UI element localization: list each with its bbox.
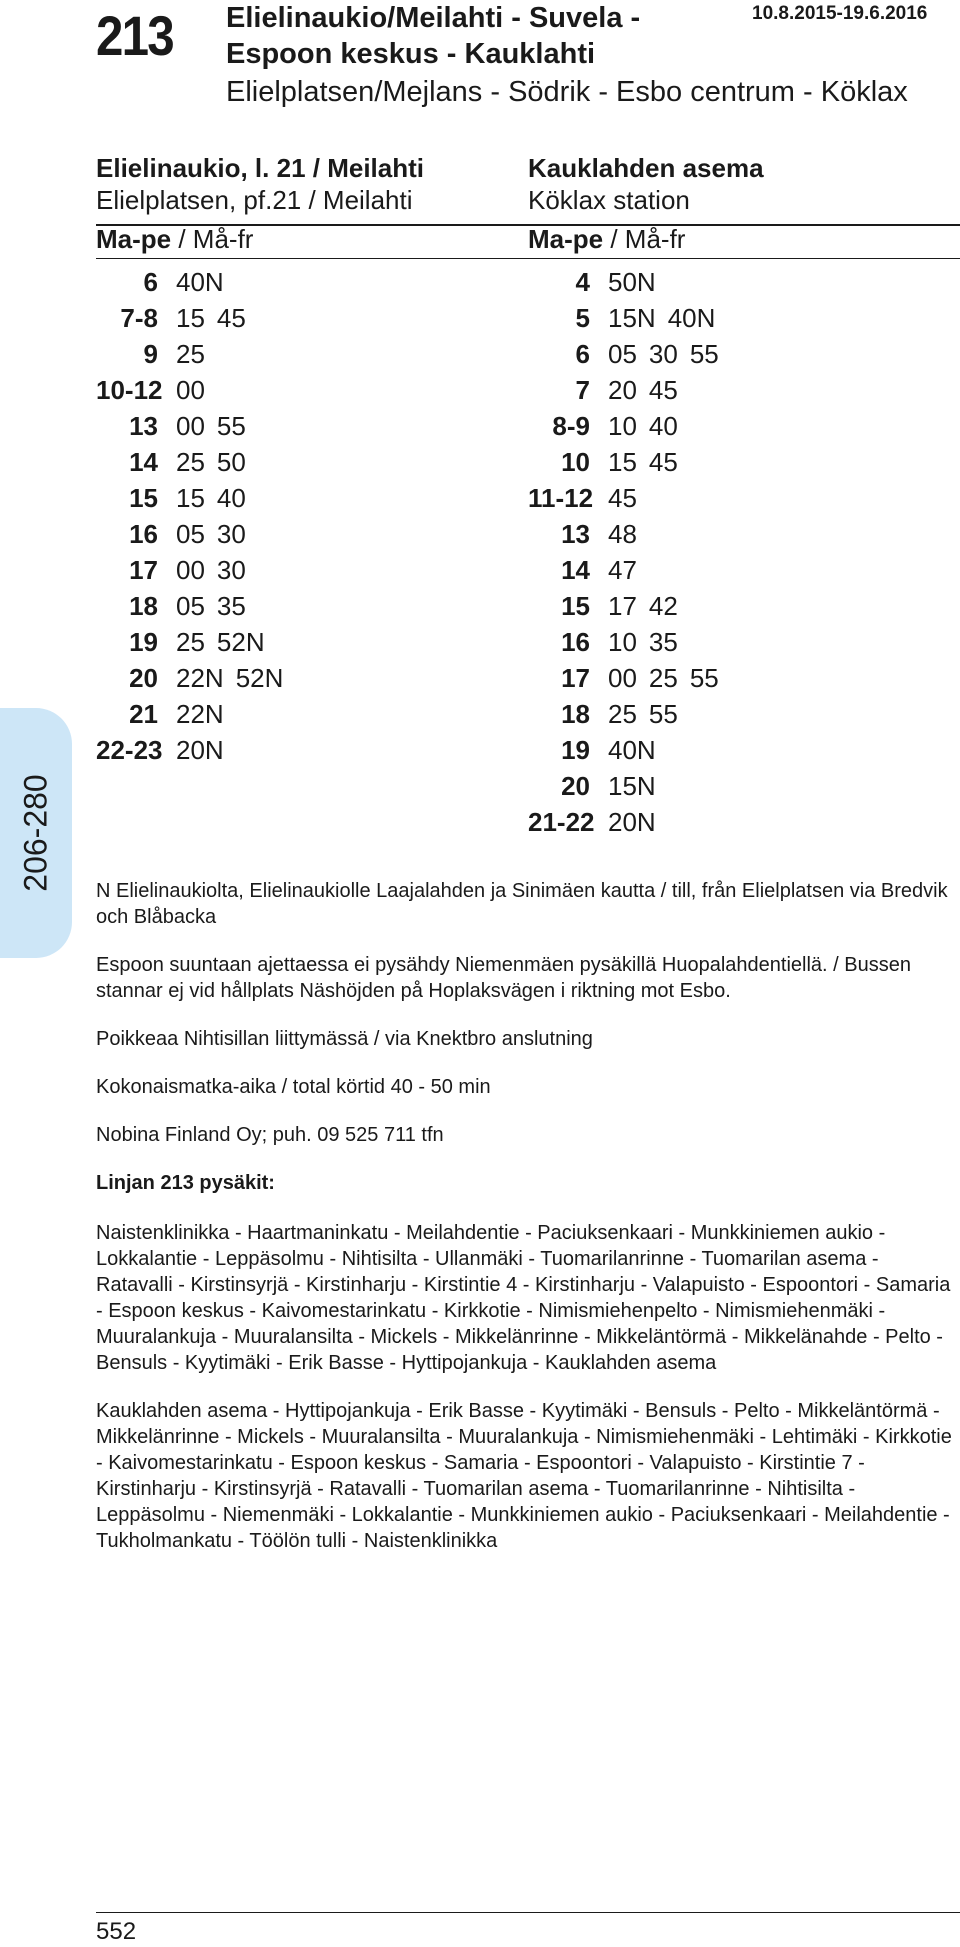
- page-number: 552: [96, 1918, 137, 1945]
- timetable-row: [528, 480, 731, 516]
- departure-minute: 30: [216, 519, 246, 549]
- departure-minute: 20N: [176, 735, 224, 765]
- departure-minute: 42: [648, 591, 678, 621]
- hour-label: 10: [561, 447, 590, 477]
- departure-minute: 00: [176, 411, 205, 441]
- departure-minute: 25: [648, 663, 678, 693]
- departure-minute: 30: [216, 555, 246, 585]
- departure-minutes: [158, 624, 277, 660]
- stops-heading: Linjan 213 pysäkit:: [96, 1172, 275, 1194]
- departure-minute: 40: [216, 483, 246, 513]
- departure-minute: 40N: [176, 267, 224, 297]
- departure-minute: 05: [176, 591, 205, 621]
- timetable-row: [528, 516, 731, 552]
- hour-label: 7-8: [120, 303, 158, 333]
- departure-minute: 20: [608, 375, 637, 405]
- departure-minute: 40N: [667, 303, 716, 333]
- timetable-row: [528, 300, 731, 336]
- departure-minute: 55: [648, 699, 678, 729]
- timetable-row: [96, 372, 295, 408]
- hour-label: 9: [143, 339, 158, 369]
- departure-minutes: [158, 516, 258, 552]
- departure-minutes: [158, 696, 236, 732]
- departure-minute: 17: [608, 591, 637, 621]
- right-days-label: [528, 222, 685, 256]
- timetable-row: [528, 732, 731, 768]
- departure-minute: 10: [608, 627, 637, 657]
- hour-label: 15: [561, 591, 590, 621]
- hour-label: 17: [129, 555, 158, 585]
- timetable-row: [528, 768, 731, 804]
- hour-label: 11-12: [528, 483, 594, 513]
- timetable-row: [96, 300, 295, 336]
- departure-minute: 10: [608, 411, 637, 441]
- operator-note: Nobina Finland Oy; puh. 09 525 711 tfn: [96, 1124, 444, 1146]
- departure-minute: 48: [608, 519, 637, 549]
- hour-label: 16: [561, 627, 590, 657]
- departure-minute: 15: [608, 447, 637, 477]
- route-title-finnish: Elielinaukio/Meilahti - Suvela - Espoon keskus - Kauklahti: [226, 2, 641, 70]
- timetable-row: [528, 336, 731, 372]
- timetable-row: [528, 804, 731, 840]
- hour-label: 7: [575, 375, 590, 405]
- departure-minute: 45: [216, 303, 246, 333]
- hour-label: 20: [561, 771, 590, 801]
- departure-minute: 40: [648, 411, 678, 441]
- departure-minute: 55: [216, 411, 246, 441]
- departure-minute: 55: [689, 339, 719, 369]
- departure-minutes: [158, 264, 236, 300]
- departure-minute: 25: [176, 627, 205, 657]
- departure-minutes: [590, 588, 690, 624]
- hour-label: 14: [561, 555, 590, 585]
- departure-minutes: [158, 588, 258, 624]
- departure-minute: 15N: [608, 303, 656, 333]
- timetable-row: [96, 696, 295, 732]
- notes-section: [96, 878, 956, 1576]
- timetable-row: [96, 408, 295, 444]
- timetable-row: [96, 480, 295, 516]
- hour-label: 4: [575, 267, 590, 297]
- timetable-row: [96, 660, 295, 696]
- validity-period: 10.8.2015-19.6.2016: [752, 3, 928, 24]
- timetable-row: [96, 624, 295, 660]
- departure-minute: 25: [176, 447, 205, 477]
- right-days-finnish: Ma-pe: [528, 224, 604, 254]
- departure-minute: 30: [648, 339, 678, 369]
- departure-minute: 00: [176, 555, 205, 585]
- timetable-row: [96, 516, 295, 552]
- departure-minute: 25: [608, 699, 637, 729]
- hour-label: 20: [129, 663, 158, 693]
- timetable-row: [528, 588, 731, 624]
- departure-minutes: [590, 264, 668, 300]
- timetable-row: [528, 660, 731, 696]
- departure-minute: 20N: [608, 807, 656, 837]
- departure-minutes: [590, 516, 649, 552]
- hour-label: 14: [129, 447, 158, 477]
- timetable-row: [528, 408, 731, 444]
- departure-minutes: [158, 372, 217, 408]
- hour-label: 22-23: [96, 735, 163, 765]
- left-days-finnish: Ma-pe: [96, 224, 172, 254]
- departure-minute: 45: [608, 483, 637, 513]
- departure-minute: 40N: [608, 735, 656, 765]
- departure-minutes: [590, 336, 731, 372]
- departure-minute: 05: [176, 519, 205, 549]
- timetable-row: [528, 444, 731, 480]
- departure-minutes: [590, 408, 690, 444]
- right-days-swedish: / Må-fr: [603, 224, 686, 254]
- departure-minute: 50: [216, 447, 246, 477]
- departure-minute: 15: [176, 303, 205, 333]
- departure-minutes: [590, 372, 690, 408]
- departure-minutes: [590, 444, 690, 480]
- hour-label: 19: [129, 627, 158, 657]
- stops-list-inbound: Kauklahden asema - Hyttipojankuja - Erik Basse - Kyytimäki - Bensuls - Pelto - Mikkeläntörmä - Mikkelänrinne - Mickels - Muuralansilta - Muuralankuja - Nimismiehenmäki - Lehtimäki - Kirkkotie - Kaivomestarinkatu - Espoon keskus - Samaria - Espoontori - Valapuisto - Kirstintie 7 - Kirstinharju - Kirstinsyrjä - Ratavalli - Tuomarilan asema - Tuomarilanrinne - Nihtisilta - Leppäsolmu - Niemenmäki - Lokkalantie - Munkkiniemen aukio - Paciuksenkaari - Meilahdentie - Tukholmankatu - Töölön tulli - Naistenklinikka: [96, 1400, 952, 1552]
- left-days-swedish: / Må-fr: [171, 224, 254, 254]
- hour-label: 8-9: [552, 411, 590, 441]
- departure-minutes: [590, 624, 690, 660]
- departure-minute: 50N: [608, 267, 656, 297]
- departure-minute: 52N: [235, 663, 284, 693]
- left-stop-name-swedish: Elielplatsen, pf.21 / Meilahti: [96, 185, 413, 215]
- timetable-row: [528, 552, 731, 588]
- hour-label: 6: [575, 339, 590, 369]
- departure-minutes: [158, 444, 258, 480]
- night-route-note: N Elielinaukiolta, Elielinaukiolle Laajalahden ja Sinimäen kautta / till, från Elielplatsen via Bredvik och Blåbacka: [96, 880, 948, 928]
- departure-minute: 22N: [176, 663, 224, 693]
- hour-label: 18: [561, 699, 590, 729]
- departure-minute: 55: [689, 663, 719, 693]
- hour-label: 21-22: [528, 807, 595, 837]
- right-stop-name-swedish: Köklax station: [528, 185, 690, 215]
- departure-minutes: [590, 696, 690, 732]
- hour-label: 13: [129, 411, 158, 441]
- departure-minutes: [590, 804, 668, 840]
- timetable-row: [96, 336, 295, 372]
- left-stop-header: [96, 152, 516, 216]
- hour-label: 15: [129, 483, 158, 513]
- departure-minutes: [158, 552, 258, 588]
- timetable-row: [96, 588, 295, 624]
- departure-minutes: [590, 552, 649, 588]
- departure-minutes: [590, 660, 731, 696]
- left-stop-name-finnish: Elielinaukio, l. 21 / Meilahti: [96, 153, 424, 183]
- departure-minutes: [590, 732, 668, 768]
- hour-label: 17: [561, 663, 590, 693]
- timetable-row: [528, 264, 731, 300]
- hour-label: 13: [561, 519, 590, 549]
- timetable-row: [528, 372, 731, 408]
- timetable-row: [96, 264, 295, 300]
- right-stop-name-finnish: Kauklahden asema: [528, 153, 764, 183]
- timetable-row: [96, 444, 295, 480]
- hour-label: 19: [561, 735, 590, 765]
- stops-list-outbound: Naistenklinikka - Haartmaninkatu - Meilahdentie - Paciuksenkaari - Munkkiniemen aukio - Lokkalantie - Leppäsolmu - Nihtisilta - Ullanmäki - Tuomarilanrinne - Tuomarilan asema - Ratavalli - Kirstinsyrjä - Kirstinharju - Kirstintie 4 - Kirstinharju - Valapuisto - Espoontori - Samaria - Espoon keskus - Kaivomestarinkatu - Kirkkotie - Nimismiehenpelto - Nimismiehenmäki - Muuralankuja - Muuralansilta - Mickels - Mikkelänrinne - Mikkeläntörmä - Mikkelänahde - Pelto - Bensuls - Kyytimäki - Erik Basse - Hyttipojankuja - Kauklahden asema: [96, 1222, 951, 1374]
- hour-label: 10-12: [96, 375, 163, 405]
- right-stop-header: [528, 152, 960, 216]
- departure-minutes: [158, 732, 236, 768]
- section-range-label: 206-280: [17, 774, 54, 892]
- hour-label: 16: [129, 519, 158, 549]
- departure-minutes: [590, 768, 668, 804]
- departure-minutes: [158, 300, 258, 336]
- departure-minute: 05: [608, 339, 637, 369]
- departure-minute: 15N: [608, 771, 656, 801]
- departure-minute: 35: [216, 591, 246, 621]
- route-title-swedish: Elielplatsen/Mejlans - Södrik - Esbo centrum - Köklax: [226, 76, 908, 108]
- right-timetable: [528, 264, 731, 840]
- departure-minutes: [590, 480, 649, 516]
- left-timetable: [96, 264, 295, 768]
- hour-label: 6: [143, 267, 158, 297]
- days-divider: [96, 258, 960, 259]
- timetable-row: [96, 552, 295, 588]
- departure-minute: 15: [176, 483, 205, 513]
- departure-minute: 45: [648, 375, 678, 405]
- section-side-tab: [0, 708, 72, 958]
- departure-minute: 45: [648, 447, 678, 477]
- route-number: 213: [96, 4, 173, 67]
- departure-minute: 25: [176, 339, 205, 369]
- hour-label: 21: [129, 699, 158, 729]
- departure-minute: 52N: [216, 627, 265, 657]
- departure-minutes: [158, 480, 258, 516]
- departure-minutes: [158, 408, 258, 444]
- departure-minutes: [590, 300, 727, 336]
- departure-minute: 00: [176, 375, 205, 405]
- departure-minute: 22N: [176, 699, 224, 729]
- hour-label: 18: [129, 591, 158, 621]
- left-days-label: [96, 222, 253, 256]
- departure-minutes: [158, 336, 217, 372]
- travel-time-note: Kokonaismatka-aika / total körtid 40 - 50 min: [96, 1076, 491, 1098]
- timetable-row: [96, 732, 295, 768]
- espoo-direction-note: Espoon suuntaan ajettaessa ei pysähdy Niemenmäen pysäkillä Huopalahdentiellä. / Bussen stannar ej vid hållplats Näshöjden på Hoplaksvägen i riktning mot Esbo.: [96, 954, 911, 1002]
- departure-minutes: [158, 660, 295, 696]
- detour-note: Poikkeaa Nihtisillan liittymässä / via Knektbro anslutning: [96, 1028, 593, 1050]
- footer-divider: [96, 1912, 960, 1913]
- departure-minute: 35: [648, 627, 678, 657]
- timetable-row: [528, 696, 731, 732]
- timetable-row: [528, 624, 731, 660]
- departure-minute: 47: [608, 555, 637, 585]
- departure-minute: 00: [608, 663, 637, 693]
- hour-label: 5: [575, 303, 590, 333]
